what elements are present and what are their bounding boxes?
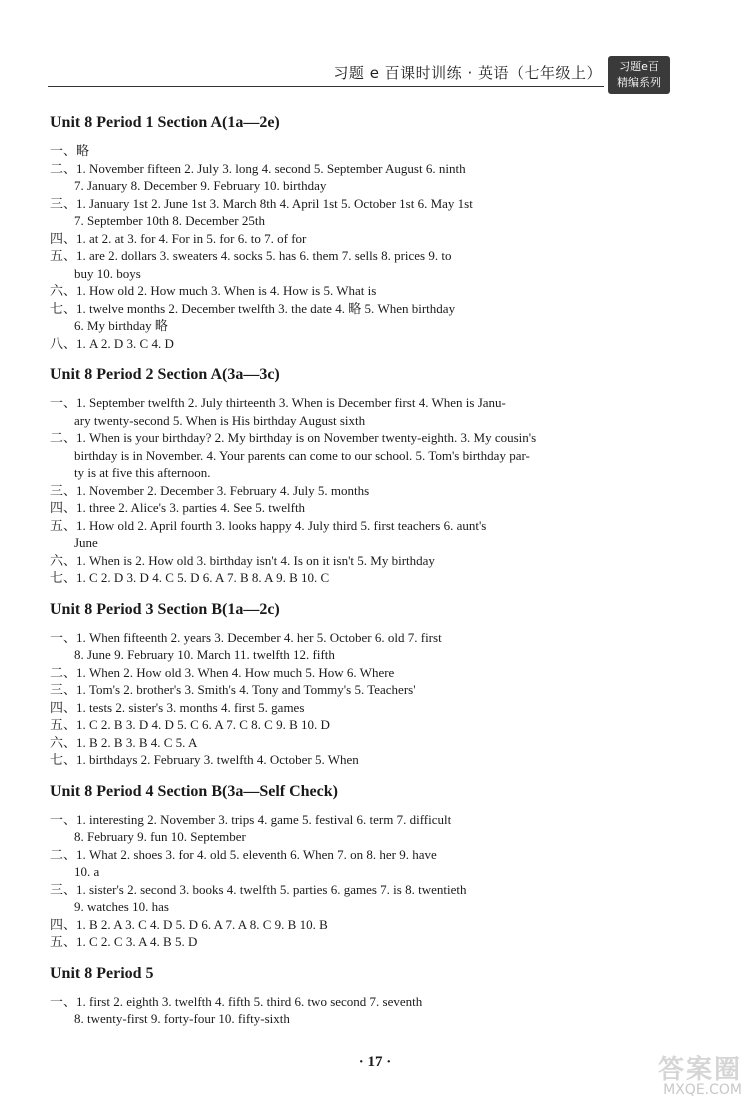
answer-line: 6. My birthday 略 bbox=[74, 318, 168, 333]
answer-line: June bbox=[74, 535, 98, 550]
watermark-url: MXQE.COM bbox=[663, 1082, 742, 1098]
answer-line: 二、1. November fifteen 2. July 3. long 4. second 5. September August 6. ninth bbox=[50, 160, 466, 176]
answer-line: 8. February 9. fun 10. September bbox=[74, 829, 246, 844]
answer-line: 7. September 10th 8. December 25th bbox=[74, 213, 265, 228]
page-number: · 17 · bbox=[358, 1054, 392, 1070]
answer-line: 二、1. When is your birthday? 2. My birthday is on November twenty-eighth. 3. My cousin's bbox=[50, 430, 537, 445]
unit-title: Unit 8 Period 5 bbox=[50, 964, 154, 982]
answer-line: 二、1. What 2. shoes 3. for 4. old 5. eleventh 6. When 7. on 8. her 9. have bbox=[50, 846, 437, 862]
answer-line: 七、1. C 2. D 3. D 4. C 5. D 6. A 7. B 8. A 9. B 10. C bbox=[50, 570, 330, 585]
unit-title: Unit 8 Period 2 Section A(3a—3c) bbox=[50, 366, 280, 383]
answer-line: 三、1. November 2. December 3. February 4. July 5. months bbox=[50, 482, 370, 498]
answer-key-content bbox=[50, 112, 680, 1040]
series-logo bbox=[608, 56, 670, 94]
answer-line: 一、略 bbox=[50, 143, 90, 158]
answer-line: 八、1. A 2. D 3. C 4. D bbox=[50, 335, 174, 351]
logo-line-2: 精编系列 bbox=[617, 76, 661, 89]
unit-title: Unit 8 Period 3 Section B(1a—2c) bbox=[50, 600, 280, 618]
answer-line: ty is at five this afternoon. bbox=[74, 465, 211, 480]
answer-line: 三、1. Tom's 2. brother's 3. Smith's 4. Tony and Tommy's 5. Teachers' bbox=[50, 682, 416, 697]
answer-line: 五、1. are 2. dollars 3. sweaters 4. socks 5. has 6. them 7. sells 8. prices 9. to bbox=[50, 248, 452, 263]
answer-line: 七、1. birthdays 2. February 3. twelfth 4. October 5. When bbox=[50, 752, 359, 767]
answer-line: buy 10. boys bbox=[74, 265, 141, 281]
book-title: 习题 e 百课时训练 · 英语（七年级上） bbox=[333, 64, 602, 82]
logo-line-1: 习题e百 bbox=[619, 60, 659, 73]
watermark bbox=[602, 1055, 742, 1104]
answer-line: 7. January 8. December 9. February 10. birthday bbox=[74, 178, 327, 193]
answer-line: 8. twenty-first 9. forty-four 10. fifty-sixth bbox=[74, 1011, 290, 1026]
answer-line: 一、1. September twelfth 2. July thirteenth 3. When is December first 4. When is Janu- bbox=[50, 395, 506, 410]
answer-line: 一、1. When fifteenth 2. years 3. December 4. her 5. October 6. old 7. first bbox=[50, 629, 442, 645]
answer-line: 七、1. twelve months 2. December twelfth 3. the date 4. 略 5. When birthday bbox=[50, 300, 456, 316]
unit-title: Unit 8 Period 4 Section B(3a—Self Check) bbox=[50, 782, 338, 800]
answer-line: 六、1. When is 2. How old 3. birthday isn't 4. Is on it isn't 5. My birthday bbox=[50, 552, 435, 568]
answer-line: 三、1. sister's 2. second 3. books 4. twelfth 5. parties 6. games 7. is 8. twentieth bbox=[50, 881, 467, 897]
answer-line: birthday is in November. 4. Your parents can come to our school. 5. Tom's birthday par- bbox=[74, 447, 530, 463]
unit-section bbox=[50, 599, 680, 769]
unit-section bbox=[50, 781, 680, 951]
answer-line: 四、1. tests 2. sister's 3. months 4. first 5. games bbox=[50, 699, 305, 715]
page-header bbox=[0, 52, 750, 97]
answer-line: 五、1. C 2. B 3. D 4. D 5. C 6. A 7. C 8. C 9. B 10. D bbox=[50, 717, 330, 732]
answer-line: 8. June 9. February 10. March 11. twelfth 12. fifth bbox=[74, 647, 335, 662]
answer-line: 四、1. three 2. Alice's 3. parties 4. See 5. twelfth bbox=[50, 500, 306, 515]
answer-line: 五、1. C 2. C 3. A 4. B 5. D bbox=[50, 934, 198, 949]
answer-line: 一、1. interesting 2. November 3. trips 4. game 5. festival 6. term 7. difficult bbox=[50, 811, 452, 827]
unit-section bbox=[50, 364, 680, 587]
unit-section bbox=[50, 112, 680, 352]
answer-line: ary twenty-second 5. When is His birthday August sixth bbox=[74, 412, 366, 428]
answer-line: 9. watches 10. has bbox=[74, 899, 169, 914]
answer-line: 五、1. How old 2. April fourth 3. looks happy 4. July third 5. first teachers 6. aunt's bbox=[50, 517, 487, 533]
watermark-logo: 答案圈 bbox=[657, 1055, 742, 1085]
answer-line: 一、1. first 2. eighth 3. twelfth 4. fifth 5. third 6. two second 7. seventh bbox=[50, 993, 423, 1009]
answer-line: 四、1. at 2. at 3. for 4. For in 5. for 6. to 7. of for bbox=[50, 230, 307, 246]
answer-line: 10. a bbox=[74, 864, 100, 879]
answer-line: 六、1. How old 2. How much 3. When is 4. How is 5. What is bbox=[50, 283, 377, 298]
unit-section bbox=[50, 963, 680, 1028]
answer-line: 三、1. January 1st 2. June 1st 3. March 8th 4. April 1st 5. October 1st 6. May 1st bbox=[50, 195, 473, 211]
answer-line: 六、1. B 2. B 3. B 4. C 5. A bbox=[50, 734, 198, 750]
unit-title: Unit 8 Period 1 Section A(1a—2e) bbox=[50, 114, 280, 131]
header-divider bbox=[48, 86, 604, 87]
answer-line: 二、1. When 2. How old 3. When 4. How much 5. How 6. Where bbox=[50, 664, 395, 680]
answer-line: 四、1. B 2. A 3. C 4. D 5. D 6. A 7. A 8. C 9. B 10. B bbox=[50, 916, 328, 932]
